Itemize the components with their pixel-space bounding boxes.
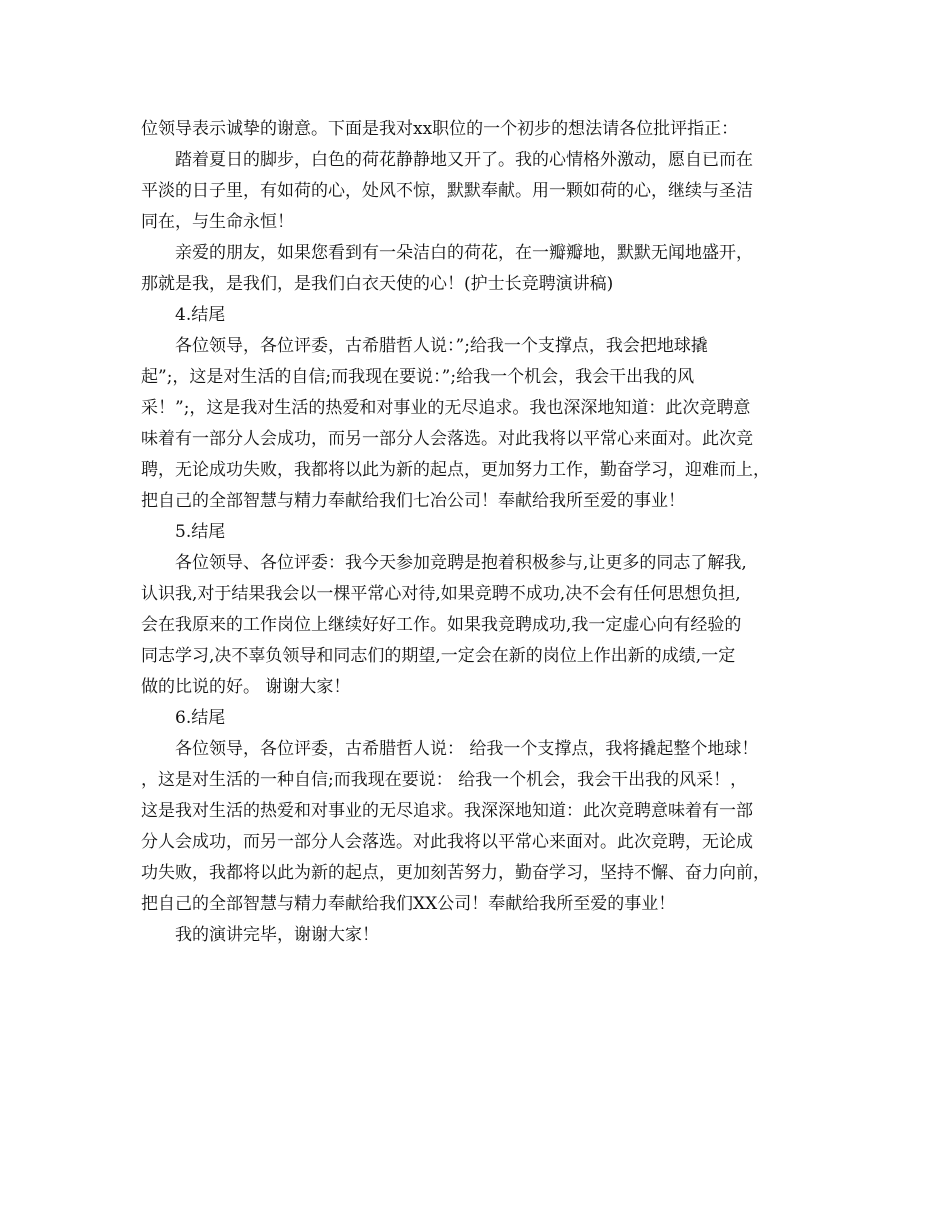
paragraph-4-start: 各位领导，各位评委，古希腊哲人说：”;给我一个支撑点，我会把地球撬	[175, 336, 708, 356]
paragraph-6-start: 各位领导，各位评委，古希腊哲人说： 给我一个支撑点，我将撬起整个地球！	[175, 739, 759, 759]
text-line: 分人会成功，而另一部分人会落选。对此我将以平常心来面对。此次竞聘，无论成	[141, 832, 753, 852]
text-line: 把自己的全部智慧与精力奉献给我们七冶公司！奉献给我所至爱的事业！	[141, 491, 685, 511]
text-line: 认识我,对于结果我会以一棵平常心对待,如果竞聘不成功,决不会有任何思想负担,	[141, 584, 741, 604]
text-line: 平淡的日子里，有如荷的心，处风不惊，默默奉献。用一颗如荷的心，继续与圣洁	[141, 181, 753, 201]
paragraph-lotus-start: 踏着夏日的脚步，白色的荷花静静地又开了。我的心情格外激动，愿自已而在	[175, 150, 753, 170]
text-line: 起”;，这是对生活的自信;而我现在要说：”;给我一个机会，我会干出我的风	[141, 367, 695, 387]
text-line: ，这是对生活的一种自信;而我现在要说： 给我一个机会，我会干出我的风采！，	[141, 770, 748, 790]
closing-line: 我的演讲完毕，谢谢大家！	[175, 925, 379, 945]
text-line: 这是我对生活的热爱和对事业的无尽追求。我深深地知道：此次竞聘意味着有一部	[141, 801, 753, 821]
section-heading-4: 4.结尾	[175, 305, 226, 325]
paragraph-5-start: 各位领导、各位评委：我今天参加竞聘是抱着积极参与,让更多的同志了解我,	[175, 553, 747, 573]
text-line: 采！”;，这是我对生活的热爱和对事业的无尽追求。我也深深地知道：此次竞聘意	[141, 398, 751, 418]
text-line: 味着有一部分人会成功，而另一部分人会落选。对此我将以平常心来面对。此次竞	[141, 429, 753, 449]
text-line: 把自己的全部智慧与精力奉献给我们XX公司！奉献给我所至爱的事业！	[141, 894, 676, 914]
text-line: 做的比说的好。 谢谢大家！	[141, 677, 351, 697]
text-line: 功失败，我都将以此为新的起点，更加刻苦努力，勤奋学习，坚持不懈、奋力向前，	[141, 863, 770, 883]
text-line: 会在我原来的工作岗位上继续好好工作。如果我竞聘成功,我一定虚心向有经验的	[141, 615, 742, 635]
text-line: 位领导表示诚挚的谢意。下面是我对xx职位的一个初步的想法请各位批评指正：	[141, 119, 739, 139]
document-body	[141, 114, 821, 951]
text-line: 同志学习,决不辜负领导和同志们的期望,一定会在新的岗位上作出新的成绩,一定	[141, 646, 736, 666]
section-heading-6: 6.结尾	[175, 708, 226, 728]
section-heading-5: 5.结尾	[175, 522, 226, 542]
text-line: 聘，无论成功失败，我都将以此为新的起点，更加努力工作，勤奋学习，迎难而上，	[141, 460, 770, 480]
text-line: 同在，与生命永恒！	[141, 212, 294, 232]
text-line: 那就是我，是我们，是我们白衣天使的心！(护士长竞聘演讲稿)	[141, 274, 614, 294]
paragraph-friend-start: 亲爱的朋友，如果您看到有一朵洁白的荷花，在一瓣瓣地，默默无闻地盛开，	[175, 243, 753, 263]
